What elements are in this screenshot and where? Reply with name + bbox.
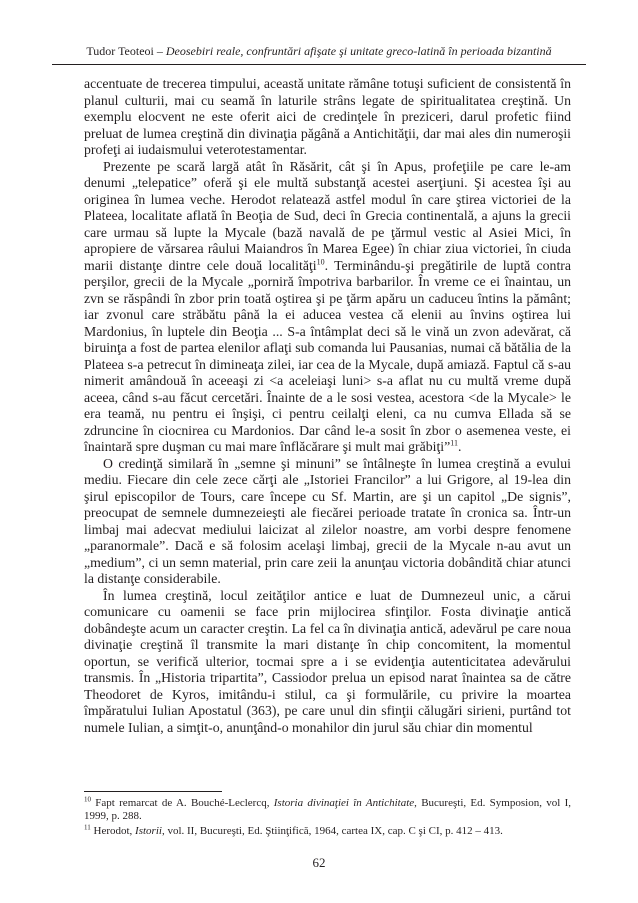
header-title: Deosebiri reale, confruntări afişate şi unitate greco-latină în perioada bizantină (165, 44, 552, 58)
paragraph-text: . Terminându-şi pregătirile de luptă contra perşilor, grecii de la Mycale „porniră împotriva barbarilor. În vreme ce ei înaintau, un zvn se răspândi în zbor prin toată oştirea şi pe ţărm apăru un caduceu întins la pământ; iar zvonul care străbătu până la ei aducea vestea că elenii au învins oştirea lui Mardonius, în luptele din Beoţia ... S-a întâmplat deci să le vină un zvon adevărat, că biruinţa a fost de partea elenilor aflaţi sub comanda lui Pausanias, numai că bătălia de la Plateea s-a petrecut în dimineaţa zilei, iar cea de la Mycale, după amiază. Faptul că s-au nimerit amândouă în aceeaşi zi <a aceleiaşi luni> s-a aflat nu cu multă vreme după aceea, când s-au făcut cercetări. Înainte de a le sosi vestea, acestora <de la Mycale> le era teamă, nu pentru ei înşişi, ci pentru ceilalţi eleni, ca nu cumva Ellada să se zdruncine în ciocnirea cu Mardonios. Dar când le-a sosit în zbor o asemenea veste, ei înaintară spre duşman cu mai mare înflăcărare şi mult mai grăbiţi” (84, 257, 572, 454)
body-paragraph (84, 159, 571, 456)
header-rule (52, 64, 586, 65)
footnotes (84, 797, 571, 839)
running-header (52, 44, 586, 58)
paragraph-text: În lumea creştină, locul zeităţilor antice e luat de Dumnezeul unic, a cărui comunicare cu oamenii se face prin mijlocirea sfinţilor. Fosta divinaţie antică dobândeşte acum un caracter creştin. La fel ca în divinaţia antică, adevărul pe care noua divinaţie creştină îl transmite la mari distanţe în chip concomitent, la momentul oportun, se verifică ulterior, tocmai spre a i se evidenţia autenticitatea adevărului transmis. În „Historia tripartita”, Cassiodor prelua un episod narat înaintea sa de către Theodoret de Kyros, imitându-i stilul, ca şi formulările, cu privire la moartea împăratului Iulian Apostatul (363), pe care unul din sfinţii călugări sirieni, purtând tot numele Iulian, a simţit-o, anunţând-o monahilor din jurul său chiar din momentul (84, 587, 571, 735)
body-paragraph (84, 76, 571, 159)
footnote-text: , Bucureşti, Ed. Symposion, vol I, 1999, p. 288. (84, 797, 572, 823)
footnote-text: Herodot, (90, 824, 136, 837)
paragraph-text: Prezente pe scară largă atât în Răsărit, cât şi în Apus, profeţiile pe care le-am denumi „telepatice” oferă şi ele multă substanţă acestei aserţiuni. Şi acestea îşi au originea în lumea veche. Herodot relatează astfel modul în care ştirea victoriei de la Plateea, localitate aflată în Beoţia de Sud, deci în Grecia continentală, a ajuns la grecii care urmau să lupte la Mycale (bază navală de pe ţărmul vestic al Asiei Mici, în apropiere de vărsarea râului Maiandros în Marea Egee) în chiar ziua victoriei, în ciuda marii distanţe dintre cele două localităţi (84, 158, 571, 273)
footnote (84, 822, 571, 838)
footnote (84, 797, 571, 824)
paragraph-text: . (457, 439, 462, 454)
body-paragraph (84, 588, 571, 737)
footnote-work-title: Istoria divinaţiei în Antichitate (273, 797, 415, 809)
body-paragraph (84, 456, 571, 588)
footnote-number: 10 (84, 795, 91, 804)
footnote-reference[interactable]: 11 (450, 438, 458, 448)
footnote-work-title: Istorii (135, 824, 162, 837)
paragraph-text: accentuate de trecerea timpului, această unitate rămâne totuşi suficient de consistentă în planul culturii, mai cu seamă în laturile strâns legate de spiritualitatea creştină. Un exemplu elocvent ne este oferit aici de credinţele în preziceri, darul profetic fiind preluat de lumea creştină din divinaţia păgână a Antichităţii, dar mai ales din numeroşii profeţi ai iudaismului veterotestamentar. (84, 76, 571, 157)
footnote-text: Fapt remarcat de A. Bouché-Leclercq, (91, 797, 274, 809)
footnote-number: 11 (84, 822, 91, 831)
footnote-reference[interactable]: 10 (316, 256, 325, 266)
paragraph-text: O credinţă similară în „semne şi minuni” se întâlneşte în lumea creştină a evului mediu. Fiecare din cele zece cărţi ale „Istoriei Francilor” a lui Grigore, al 19-lea din şirul episcopilor de Tours, care începe cu Sf. Martin, are şi un capitol „De signis”, preocupat de semnele dumnezeieşti ale fiecărei perioade tratate în cronica sa. Într-un limbaj mai adecvat mediului laicizat al zilelor noastre, am vorbi despre fenomene „paranormale”. Dacă e să folosim acelaşi limbaj, grecii de la Mycale n-au avut un „medium”, ci un semn material, prin care zeii la anunţau victoria dobândită chiar atunci la distanţe considerabile. (84, 455, 571, 586)
header-author: Tudor Teoteoi – (86, 44, 163, 58)
page-number: 62 (312, 855, 326, 870)
body-text (84, 76, 571, 736)
footnote-text: , vol. II, Bucureşti, Ed. Ştiinţifică, 1964, cartea IX, cap. C şi CI, p. 412 – 413. (161, 824, 503, 837)
footnote-separator (84, 791, 222, 792)
